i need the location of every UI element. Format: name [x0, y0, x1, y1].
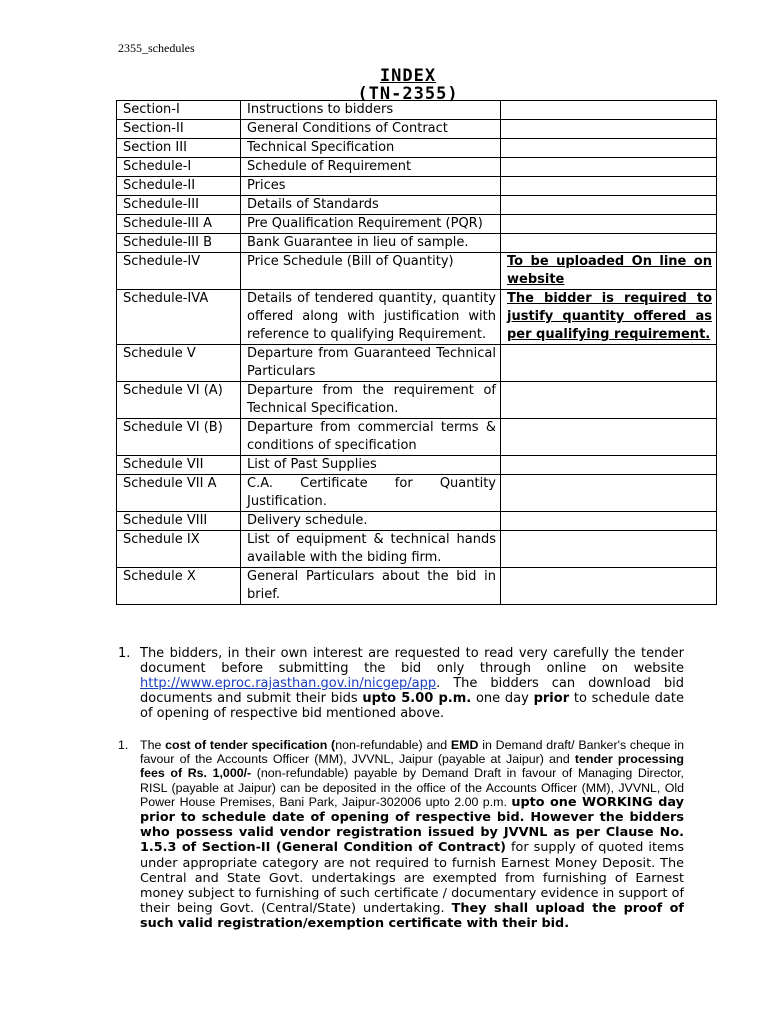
justify-note: The bidder is required to justify quantity offered as per qualifying requirement.	[507, 291, 712, 342]
table-row	[117, 177, 717, 196]
description-cell: General Particulars about the bid in brief.	[241, 568, 501, 605]
note-cell	[501, 120, 717, 139]
section-cell: Schedule X	[117, 568, 241, 605]
table-row	[117, 158, 717, 177]
note-cell	[501, 456, 717, 475]
section-cell: Schedule V	[117, 345, 241, 382]
emd-label: EMD	[450, 738, 479, 752]
note-cell	[501, 419, 717, 456]
file-label: 2355_schedules	[118, 41, 195, 55]
note-cell	[501, 139, 717, 158]
section-cell: Schedule VI (A)	[117, 382, 241, 419]
table-row	[117, 475, 717, 512]
note-cell	[501, 290, 717, 345]
section-cell: Schedule-II	[117, 177, 241, 196]
table-row	[117, 101, 717, 120]
description-cell: Technical Specification	[241, 139, 501, 158]
table-row	[117, 120, 717, 139]
description-cell: Departure from the requirement of Technical Specification.	[241, 382, 501, 419]
table-row	[117, 531, 717, 568]
text-run: The bidders, in their own interest are requested to read very carefully the tender document before submitting the bid only through online on website	[140, 646, 684, 676]
description-cell: C.A. Certificate for Quantity Justification.	[241, 475, 501, 512]
note-cell	[501, 253, 717, 290]
upload-proof-instruction: They shall upload the proof of such valid registration/exemption certificate with their bid.	[140, 901, 684, 932]
description-cell: Instructions to bidders	[241, 101, 501, 120]
section-cell: Section-II	[117, 120, 241, 139]
note-cell	[501, 382, 717, 419]
description-cell: Pre Qualification Requirement (PQR)	[241, 215, 501, 234]
paragraph-text	[140, 738, 684, 932]
eproc-website-link[interactable]: http://www.eproc.rajasthan.gov.in/nicgep/app	[140, 676, 437, 691]
tender-number: (TN-2355)	[357, 84, 459, 104]
table-row	[117, 568, 717, 605]
description-cell: Price Schedule (Bill of Quantity)	[241, 253, 501, 290]
fees-paragraph	[118, 738, 684, 932]
table-row	[117, 290, 717, 345]
deadline-and-exemption: upto one WORKING day prior to schedule date of opening of respective bid. However the bidders who possess valid vendor registration issued by JVVNL as per Clause No. 1.5.3 of Section-II (General Condition of Contract)	[140, 794, 684, 856]
description-cell: Departure from Guaranteed Technical Particulars	[241, 345, 501, 382]
text-run: The	[140, 738, 166, 752]
index-title: INDEX	[379, 66, 437, 86]
section-cell: Schedule VI (B)	[117, 419, 241, 456]
section-cell: Schedule-III B	[117, 234, 241, 253]
text-run: in Demand draft/ Banker's cheque in favour of the Accounts Officer (MM), JVVNL, Jaipur (payable at Jaipur) and	[140, 738, 685, 767]
description-cell: Details of Standards	[241, 196, 501, 215]
section-cell: Schedule-I	[117, 158, 241, 177]
section-cell: Schedule VII A	[117, 475, 241, 512]
prior-word: prior	[533, 691, 570, 706]
list-number: 1.	[118, 646, 131, 661]
table-row	[117, 382, 717, 419]
section-cell: Schedule-IV	[117, 253, 241, 290]
section-cell: Schedule-III	[117, 196, 241, 215]
note-cell	[501, 512, 717, 531]
table-row	[117, 512, 717, 531]
description-cell: Details of tendered quantity, quantity offered along with justification with reference to qualifying Requirement.	[241, 290, 501, 345]
description-cell: List of Past Supplies	[241, 456, 501, 475]
description-cell: Prices	[241, 177, 501, 196]
note-cell	[501, 101, 717, 120]
section-cell: Schedule VIII	[117, 512, 241, 531]
list-number: 1.	[118, 738, 129, 752]
description-cell: Delivery schedule.	[241, 512, 501, 531]
note-cell	[501, 568, 717, 605]
table-row	[117, 234, 717, 253]
section-cell: Section III	[117, 139, 241, 158]
description-cell: Bank Guarantee in lieu of sample.	[241, 234, 501, 253]
description-cell: General Conditions of Contract	[241, 120, 501, 139]
table-row	[117, 196, 717, 215]
table-row	[117, 253, 717, 290]
note-cell	[501, 345, 717, 382]
note-cell	[501, 196, 717, 215]
description-cell: Schedule of Requirement	[241, 158, 501, 177]
section-cell: Schedule-III A	[117, 215, 241, 234]
table-row	[117, 456, 717, 475]
cost-of-specification: cost of tender specification (	[165, 738, 336, 752]
note-cell	[501, 475, 717, 512]
table-row	[117, 139, 717, 158]
paragraph-text	[140, 646, 684, 721]
text-run: (non-refundable) payable by Demand Draft in favour of Managing Director, RISL (payable at Jaipur) can be deposited in the office of the Accounts Officer (MM), JVVNL, Old Power House Premises, Bani Park, Jaipur-302006 upto 2.00 p.m.	[140, 766, 684, 809]
online-submission-paragraph	[118, 646, 684, 721]
table-row	[117, 419, 717, 456]
section-cell: Schedule VII	[117, 456, 241, 475]
text-run: for supply of quoted items under appropriate category are not required to furnish Earnest Money Deposit. The Central and State Govt. undertakings are exempted from furnishing of Earnest money subject to furnishing of such certificate / documentary evidence in support of their being Govt. (Central/State) undertaking.	[140, 840, 684, 917]
table-row	[117, 215, 717, 234]
note-cell	[501, 234, 717, 253]
text-run: one day	[471, 691, 534, 706]
upload-note: To be uploaded On line on website	[507, 254, 712, 287]
table-row	[117, 345, 717, 382]
section-cell: Schedule-IVA	[117, 290, 241, 345]
text-run: . The bidders can download bid documents and submit their bids	[140, 676, 684, 706]
text-run: non-refundable) and	[335, 738, 451, 752]
note-cell	[501, 215, 717, 234]
note-cell	[501, 531, 717, 568]
text-run: to schedule date of opening of respective bid mentioned above.	[140, 691, 684, 721]
processing-fee: tender processing fees of Rs. 1,000/-	[140, 752, 684, 781]
description-cell: List of equipment & technical hands available with the biding firm.	[241, 531, 501, 568]
index-table	[116, 100, 717, 605]
note-cell	[501, 177, 717, 196]
description-cell: Departure from commercial terms & conditions of specification	[241, 419, 501, 456]
deadline-time: upto 5.00 p.m.	[362, 691, 472, 706]
section-cell: Section-I	[117, 101, 241, 120]
note-cell	[501, 158, 717, 177]
section-cell: Schedule IX	[117, 531, 241, 568]
